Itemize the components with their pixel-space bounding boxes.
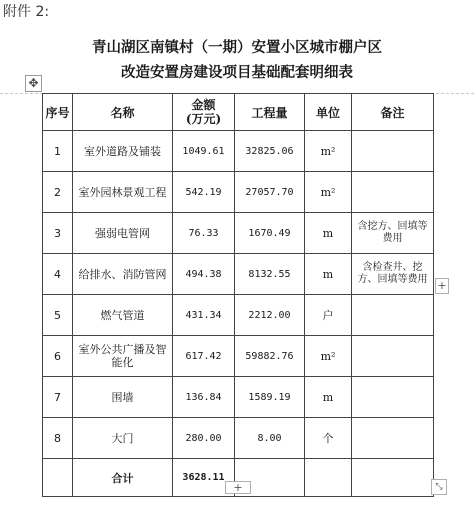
header-seq: 序号 — [43, 94, 73, 131]
cell-amount[interactable]: 431.34 — [173, 295, 235, 336]
document-title-line1: 青山湖区南镇村（一期）安置小区城市棚户区 — [92, 39, 382, 56]
table-row — [43, 254, 434, 295]
cell-seq[interactable]: 5 — [43, 295, 73, 336]
table-header-row — [43, 94, 434, 131]
cell-seq[interactable]: 1 — [43, 131, 73, 172]
table-row — [43, 131, 434, 172]
cell-amount[interactable]: 136.84 — [173, 377, 235, 418]
cell-seq[interactable]: 8 — [43, 418, 73, 459]
cell-note[interactable] — [352, 418, 434, 459]
table-row — [43, 172, 434, 213]
add-row-button[interactable]: + — [225, 481, 251, 494]
cell-note[interactable]: 含挖方、回填等费用 — [352, 213, 434, 254]
header-quantity: 工程量 — [235, 94, 305, 131]
cell-name[interactable]: 室外道路及铺装 — [73, 131, 173, 172]
add-column-button[interactable]: + — [435, 278, 449, 294]
resize-diagonal-icon: ⤡ — [435, 482, 443, 492]
cell-quantity[interactable]: 8132.55 — [235, 254, 305, 295]
cell-unit[interactable]: m — [305, 213, 352, 254]
header-note: 备注 — [352, 94, 434, 131]
cell-seq[interactable]: 2 — [43, 172, 73, 213]
table-move-handle[interactable] — [25, 75, 42, 92]
cell-name[interactable]: 大门 — [73, 418, 173, 459]
table-row — [43, 336, 434, 377]
cell-quantity[interactable]: 1589.19 — [235, 377, 305, 418]
table-row — [43, 213, 434, 254]
cell-unit[interactable]: 户 — [305, 295, 352, 336]
cell-name[interactable]: 燃气管道 — [73, 295, 173, 336]
cell-quantity[interactable]: 27057.70 — [235, 172, 305, 213]
cell-quantity[interactable]: 2212.00 — [235, 295, 305, 336]
cell-unit[interactable]: m — [305, 377, 352, 418]
header-unit: 单位 — [305, 94, 352, 131]
cell-note[interactable] — [352, 295, 434, 336]
cell-amount[interactable]: 542.19 — [173, 172, 235, 213]
header-name: 名称 — [73, 94, 173, 131]
cell-unit[interactable]: 个 — [305, 418, 352, 459]
total-amount[interactable]: 3628.11 — [173, 459, 235, 497]
move-cross-icon: ✥ — [28, 76, 39, 90]
cell-seq[interactable]: 7 — [43, 377, 73, 418]
cell-note-empty[interactable] — [352, 459, 434, 497]
table-row — [43, 377, 434, 418]
cell-amount[interactable]: 617.42 — [173, 336, 235, 377]
detail-table — [42, 93, 434, 497]
cell-seq[interactable]: 4 — [43, 254, 73, 295]
cell-amount[interactable]: 494.38 — [173, 254, 235, 295]
cell-name[interactable]: 室外公共广播及智能化 — [73, 336, 173, 377]
document-title-line2: 改造安置房建设项目基础配套明细表 — [121, 64, 353, 81]
cell-seq[interactable]: 6 — [43, 336, 73, 377]
cell-unit[interactable]: m² — [305, 131, 352, 172]
cell-note[interactable]: 含检查井、挖方、回填等费用 — [352, 254, 434, 295]
cell-quantity[interactable]: 1670.49 — [235, 213, 305, 254]
total-label[interactable]: 合计 — [73, 459, 173, 497]
cell-name[interactable]: 围墙 — [73, 377, 173, 418]
attachment-label: 附件 2: — [3, 4, 50, 20]
cell-quantity[interactable]: 32825.06 — [235, 131, 305, 172]
cell-name[interactable]: 强弱电管网 — [73, 213, 173, 254]
cell-name[interactable]: 室外园林景观工程 — [73, 172, 173, 213]
table-row — [43, 418, 434, 459]
table-resize-handle[interactable] — [431, 479, 447, 495]
cell-seq-empty[interactable] — [43, 459, 73, 497]
table-row — [43, 295, 434, 336]
cell-unit-empty[interactable] — [305, 459, 352, 497]
cell-note[interactable] — [352, 377, 434, 418]
cell-seq[interactable]: 3 — [43, 213, 73, 254]
cell-note[interactable] — [352, 172, 434, 213]
cell-quantity[interactable]: 59882.76 — [235, 336, 305, 377]
cell-name[interactable]: 给排水、消防管网 — [73, 254, 173, 295]
cell-amount[interactable]: 1049.61 — [173, 131, 235, 172]
cell-unit[interactable]: m — [305, 254, 352, 295]
cell-note[interactable] — [352, 336, 434, 377]
header-amount: 金额 (万元) — [173, 94, 235, 131]
cell-unit[interactable]: m² — [305, 172, 352, 213]
cell-quantity[interactable]: 8.00 — [235, 418, 305, 459]
cell-unit[interactable]: m² — [305, 336, 352, 377]
cell-note[interactable] — [352, 131, 434, 172]
cell-amount[interactable]: 76.33 — [173, 213, 235, 254]
cell-amount[interactable]: 280.00 — [173, 418, 235, 459]
